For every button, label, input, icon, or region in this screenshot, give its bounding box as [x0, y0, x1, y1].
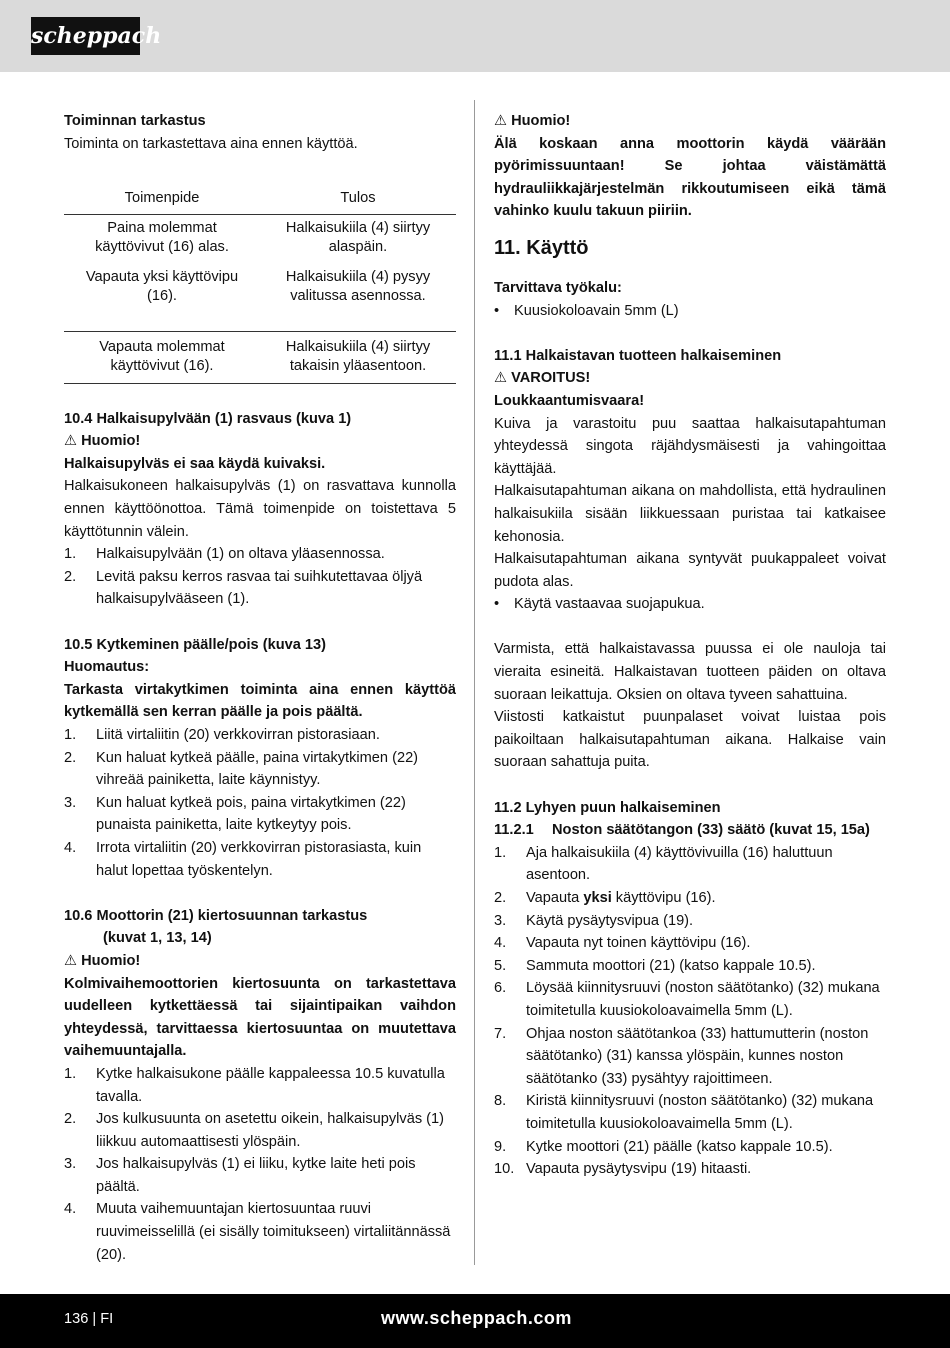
- list-text: Vapauta pysäytysvipu (19) hitaasti.: [526, 1161, 752, 1178]
- list-item: [64, 747, 456, 792]
- table-col-action: Toimenpide: [64, 185, 260, 214]
- paragraph: Halkaisutapahtuman aikana on mahdollista, että hydraulinen halkaisukiila sisään liikkuessaan puristaa tai katkaisee kehonosia.: [494, 483, 886, 545]
- list-item: [64, 543, 456, 566]
- section-11-2-1-title: [494, 819, 886, 842]
- section-11-1-warning: [494, 367, 886, 390]
- list-text: Vapauta nyt toinen käyttövipu (16).: [526, 935, 751, 952]
- section-10-6-warning-text: Kolmivaihemoottorien kiertosuunta on tarkastettava uudelleen kytkettäessä tai sijaintipaikan vaihdon yhteydessä, tarvittaessa kiertosuuntaa on muutettava vaihemuuntajalla.: [64, 975, 456, 1060]
- list-number: 6.: [494, 980, 507, 997]
- section-10-5-note-text: Tarkasta virtakytkimen toiminta aina ennen käyttöä kytkemällä sen kerran päälle ja pois päältä.: [64, 681, 456, 721]
- list-item: [64, 1153, 456, 1198]
- list-number: 3.: [64, 794, 77, 811]
- list-item: [64, 837, 456, 882]
- list-text-bold: yksi: [583, 890, 612, 906]
- list-text: Jos kulkusuunta on asetettu oikein, halkaisupylväs (1) liikkuu automaattisesti ylöspäin.: [96, 1111, 445, 1150]
- list-text: Jos halkaisupylväs (1) ei liiku, kytke laite heti pois päältä.: [96, 1156, 416, 1195]
- table-cell: Vapauta yksi käyttövipu (16).: [85, 268, 239, 305]
- list-text: Aja halkaisukiila (4) käyttövivuilla (16) haluttuun asentoon.: [526, 844, 833, 884]
- section-10-4-warning: [64, 430, 456, 453]
- bullet-icon: •: [494, 302, 500, 319]
- list-number: 4.: [64, 839, 77, 856]
- list-number: 7.: [494, 1025, 507, 1042]
- section-11-1-title: 11.1 Halkaistavan tuotteen halkaiseminen: [494, 347, 782, 364]
- table-cell: Halkaisukiila (4) siirtyy takaisin yläasentoon.: [260, 331, 456, 383]
- list-item: [64, 1108, 456, 1153]
- list-item: [494, 593, 886, 616]
- list-number: 3.: [64, 1156, 77, 1173]
- warning-triangle-icon: ⚠: [494, 113, 508, 129]
- paragraph: Halkaisutapahtuman aikana syntyvät puukappaleet voivat pudota alas.: [494, 551, 886, 590]
- right-column: [494, 110, 886, 1181]
- paragraph: Varmista, että halkaistavassa puussa ei ole nauloja tai vieraita esineitä. Halkaistavan tuotteen päiden on oltava suoraan leikattuja. Oksien on oltava tyveen sahattuina.: [494, 641, 886, 703]
- list-text: Levitä paksu kerros rasvaa tai suihkutettavaa öljyä halkaisupylvääseen (1).: [96, 568, 423, 608]
- table-row: [64, 214, 456, 264]
- list-text: Kun haluat kytkeä päälle, paina virtakytkimen (22) vihreää painiketta, laite käynnistyy.: [96, 749, 419, 789]
- list-text: Kiristä kiinnitysruuvi (noston säätötanko) (32) mukana toimitetulla kuusiokoloavaimella 5mm (L).: [526, 1093, 874, 1132]
- section-11-title: 11. Käyttö: [494, 236, 589, 259]
- table-row: [64, 331, 456, 383]
- list-number: 2.: [64, 568, 77, 585]
- motor-warning-text: Älä koskaan anna moottorin käydä väärään pyörimissuuntaan! Se johtaa väistämättä hydrauliikkajärjestelmän rikkoutumiseen eikä tämä vahinko kuulu takuun piiriin.: [494, 135, 886, 220]
- left-column: [64, 110, 456, 1266]
- table-row: [64, 264, 456, 332]
- list-number: 1.: [64, 1065, 77, 1082]
- paragraph: Kuiva ja varastoitu puu saattaa halkaisutapahtuman yhteydessä singota räjähdysmäisesti ja vahingoittaa käyttäjää.: [494, 415, 886, 477]
- list-text: Ohjaa noston säätötankoa (33) hattumutterin (noston säätötanko) (31) kanssa ylöspäin, kunnes noston säätötanko (33) pysähtyy rajoittimeen.: [526, 1025, 869, 1087]
- list-item: [64, 1063, 456, 1108]
- list-item: [494, 887, 886, 910]
- tools-title: Tarvittava työkalu:: [494, 279, 622, 296]
- list-text: Vapauta: [526, 890, 584, 906]
- section-11-2-title: 11.2 Lyhyen puun halkaiseminen: [494, 799, 721, 816]
- list-text: Käytä vastaavaa suojapukua.: [514, 596, 705, 613]
- list-number: 4.: [64, 1201, 77, 1218]
- warning-triangle-icon: ⚠: [64, 952, 78, 969]
- list-number: 8.: [494, 1093, 507, 1110]
- list-item: [494, 932, 886, 955]
- header-bar: [0, 0, 950, 72]
- list-item: [64, 1198, 456, 1266]
- section-11-1-warning-2: Loukkaantumisvaara!: [494, 392, 645, 409]
- list-item: [494, 1158, 886, 1181]
- column-divider: [474, 100, 475, 1265]
- section-heading-text: Noston säätötangon (33) säätö (kuvat 15, 15a): [552, 822, 870, 839]
- section-10-4-title: 10.4 Halkaisupylvään (1) rasvaus (kuva 1): [64, 410, 352, 427]
- list-text: Kytke halkaisukone päälle kappaleessa 10.5 kuvatulla tavalla.: [96, 1065, 445, 1105]
- warning-label: Huomio!: [81, 952, 141, 969]
- section-10-6-title-cont: (kuvat 1, 13, 14): [103, 930, 212, 947]
- section-10-4-warning-text: Halkaisupylväs ei saa käydä kuivaksi.: [64, 455, 326, 472]
- warning-triangle-icon: ⚠: [494, 370, 508, 387]
- list-text: Irrota virtaliitin (20) verkkovirran pistorasiasta, kuin halut lopettaa työskentelyn.: [96, 839, 422, 879]
- section-number: 11.2.1: [494, 822, 534, 839]
- table-col-result: Tulos: [260, 185, 456, 214]
- section-10-4-text: Halkaisukoneen halkaisupylväs (1) on rasvattava kunnolla ennen käyttöönottoa. Tämä toimenpide on toistettava 5 käyttötunnin välein.: [64, 478, 456, 540]
- function-check-text: Toiminta on tarkastettava aina ennen käyttöä.: [64, 135, 358, 152]
- list-number: 2.: [64, 749, 77, 766]
- list-number: 2.: [494, 890, 507, 906]
- bullet-icon: •: [494, 596, 500, 613]
- list-number: 9.: [494, 1138, 507, 1155]
- list-item: [494, 955, 886, 978]
- list-item: [64, 792, 456, 837]
- list-number: 10.: [494, 1161, 515, 1178]
- paragraph: Viistosti katkaistut puunpalaset voivat luistaa pois paikoiltaan halkaisutapahtuman aikana. Halkaise vain suoraan sahattuja puita.: [494, 709, 886, 771]
- page-number: 136 | FI: [64, 1311, 114, 1327]
- scheppach-logo: scheppach: [31, 17, 140, 55]
- list-number: 4.: [494, 935, 507, 952]
- table-cell: Halkaisukiila (4) siirtyy alaspäin.: [285, 219, 431, 256]
- list-item: [494, 977, 886, 1022]
- list-text: Käytä pysäytysvipua (19).: [526, 912, 694, 929]
- website-link[interactable]: www.scheppach.com: [381, 1308, 572, 1328]
- list-text: Liitä virtaliitin (20) verkkovirran pistorasiaan.: [96, 727, 380, 743]
- list-item: [494, 1023, 886, 1091]
- table-cell: Vapauta molemmat käyttövivut (16).: [64, 331, 260, 383]
- list-item: [494, 300, 886, 323]
- warning-label: Huomio!: [81, 433, 141, 450]
- function-check-table: [64, 185, 456, 384]
- section-10-5-note: Huomautus:: [64, 659, 150, 676]
- list-item: [494, 1090, 886, 1135]
- list-number: 5.: [494, 957, 507, 974]
- table-header: [64, 185, 456, 214]
- list-item: [494, 1136, 886, 1159]
- list-text: Halkaisupylvään (1) on oltava yläasennossa.: [96, 546, 385, 563]
- list-item: [494, 842, 886, 887]
- list-number: 3.: [494, 912, 507, 929]
- list-text: Muuta vaihemuuntajan kiertosuuntaa ruuvi ruuvimeisselillä (ei sisälly toimitukseen) virtaliitännässä (20).: [96, 1201, 451, 1263]
- list-text: Löysää kiinnitysruuvi (noston säätötanko) (32) mukana toimitetulla kuusiokoloavaimella 5mm (L).: [526, 980, 880, 1019]
- list-text: Kytke moottori (21) päälle (katso kappale 10.5).: [526, 1138, 833, 1155]
- list-text: Sammuta moottori (21) (katso kappale 10.5).: [526, 957, 816, 974]
- list-text: Kuusiokoloavain 5mm (L): [514, 302, 679, 319]
- list-number: 1.: [64, 727, 77, 743]
- section-10-6-title: 10.6 Moottorin (21) kiertosuunnan tarkastus: [64, 907, 368, 924]
- list-item: [64, 724, 456, 747]
- list-item: [494, 910, 886, 933]
- function-check-title: Toiminnan tarkastus: [64, 113, 206, 129]
- section-10-5-title: 10.5 Kytkeminen päälle/pois (kuva 13): [64, 636, 326, 653]
- list-text: Kun haluat kytkeä pois, paina virtakytkimen (22) punaista painiketta, laite kytkeytyy pois.: [96, 794, 406, 834]
- warning-label: VAROITUS!: [511, 370, 591, 387]
- list-number: 1.: [64, 546, 77, 563]
- list-text: käyttövipu (16).: [611, 890, 716, 906]
- section-10-6-warning: [64, 950, 456, 973]
- footer-bar: [0, 1294, 950, 1348]
- table-cell: Halkaisukiila (4) pysyy valitussa asennossa.: [285, 268, 431, 305]
- table-cell: Paina molemmat käyttövivut (16) alas.: [95, 219, 229, 256]
- warning-label: Huomio!: [511, 113, 571, 129]
- motor-warning: [494, 110, 886, 133]
- warning-triangle-icon: ⚠: [64, 433, 78, 450]
- list-number: 2.: [64, 1111, 77, 1128]
- list-item: [64, 566, 456, 611]
- list-number: 1.: [494, 844, 507, 861]
